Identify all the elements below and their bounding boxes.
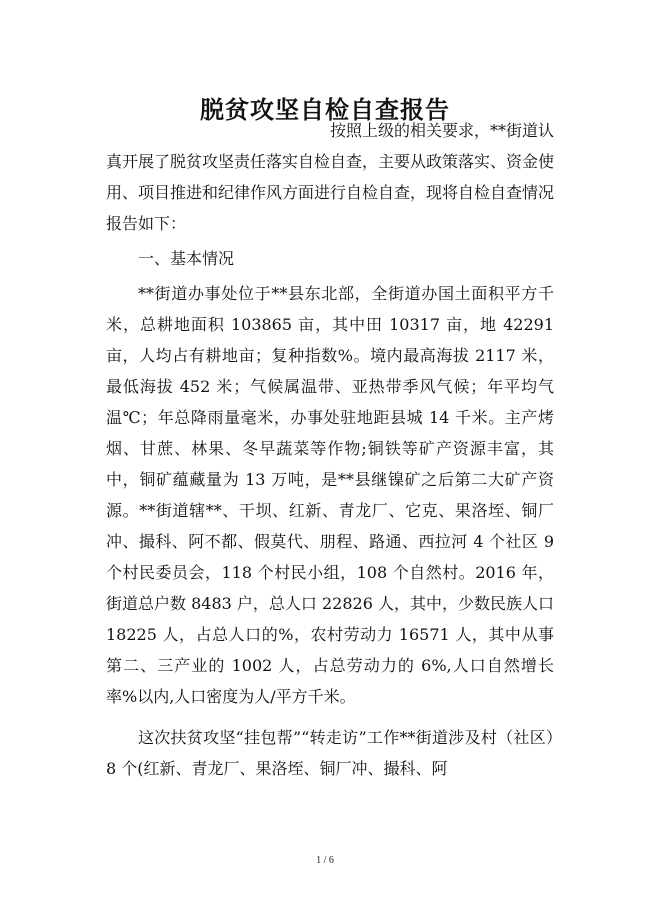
intro-paragraph-text: 真开展了脱贫攻坚责任落实自检自查，主要从政策落实、资金使用、项目推进和纪律作风方面进行自检自查，现将自检自查情况报告如下： [106,152,555,233]
basic-info-paragraph: **街道办事处位于**县东北部，全街道办国土面积平方千米，总耕地面积 103865 亩，其中田 10317 亩，地 42291 亩，人均占有耕地亩；复种指数%。境内最高海拔 2117 米，最低海拔 452 米；气候属温带、亚热带季风气候；年平均气温℃；年总降雨量毫米，办事处驻地距县城 14 千米。主产烤烟、甘蔗、林果、冬早蔬菜等作物;铜铁等矿产资源丰富，其中，铜矿蕴藏量为 13 万吨，是**县继镍矿之后第二大矿产资源。**街道辖**、干坝、红新、青龙厂、它克、果洛垤、铜厂冲、撮科、阿不都、假莫代、朋程、路通、西拉河 4 个社区 9 个村民委员会，118 个村民小组，108 个自然村。2016 年，街道总户数 8483 户，总人口 22826 人，其中，少数民族人口 18225 人，占总人口的%，农村劳动力 16571 人，其中从事第二、三产业的 1002 人，占总劳动力的 6%,人口自然增长率%以内,人口密度为人/平方千米。 [106,284,554,706]
intro-paragraph [106,115,554,239]
poverty-work-paragraph: 这次扶贫攻坚“挂包帮”“转走访”工作**街道涉及村（社区）8 个(红新、青龙厂、果洛垤、铜厂冲、撮科、阿 [106,728,554,778]
document-body [106,115,554,784]
document-title: 脱贫攻坚自检自查报告 [200,95,450,125]
section-heading-basic-info: 一、基本情况 [138,249,235,268]
intro-paragraph-lead: 按照上级的相关要求，**街道认 [329,121,554,140]
page-number: 1 / 6 [316,855,334,866]
